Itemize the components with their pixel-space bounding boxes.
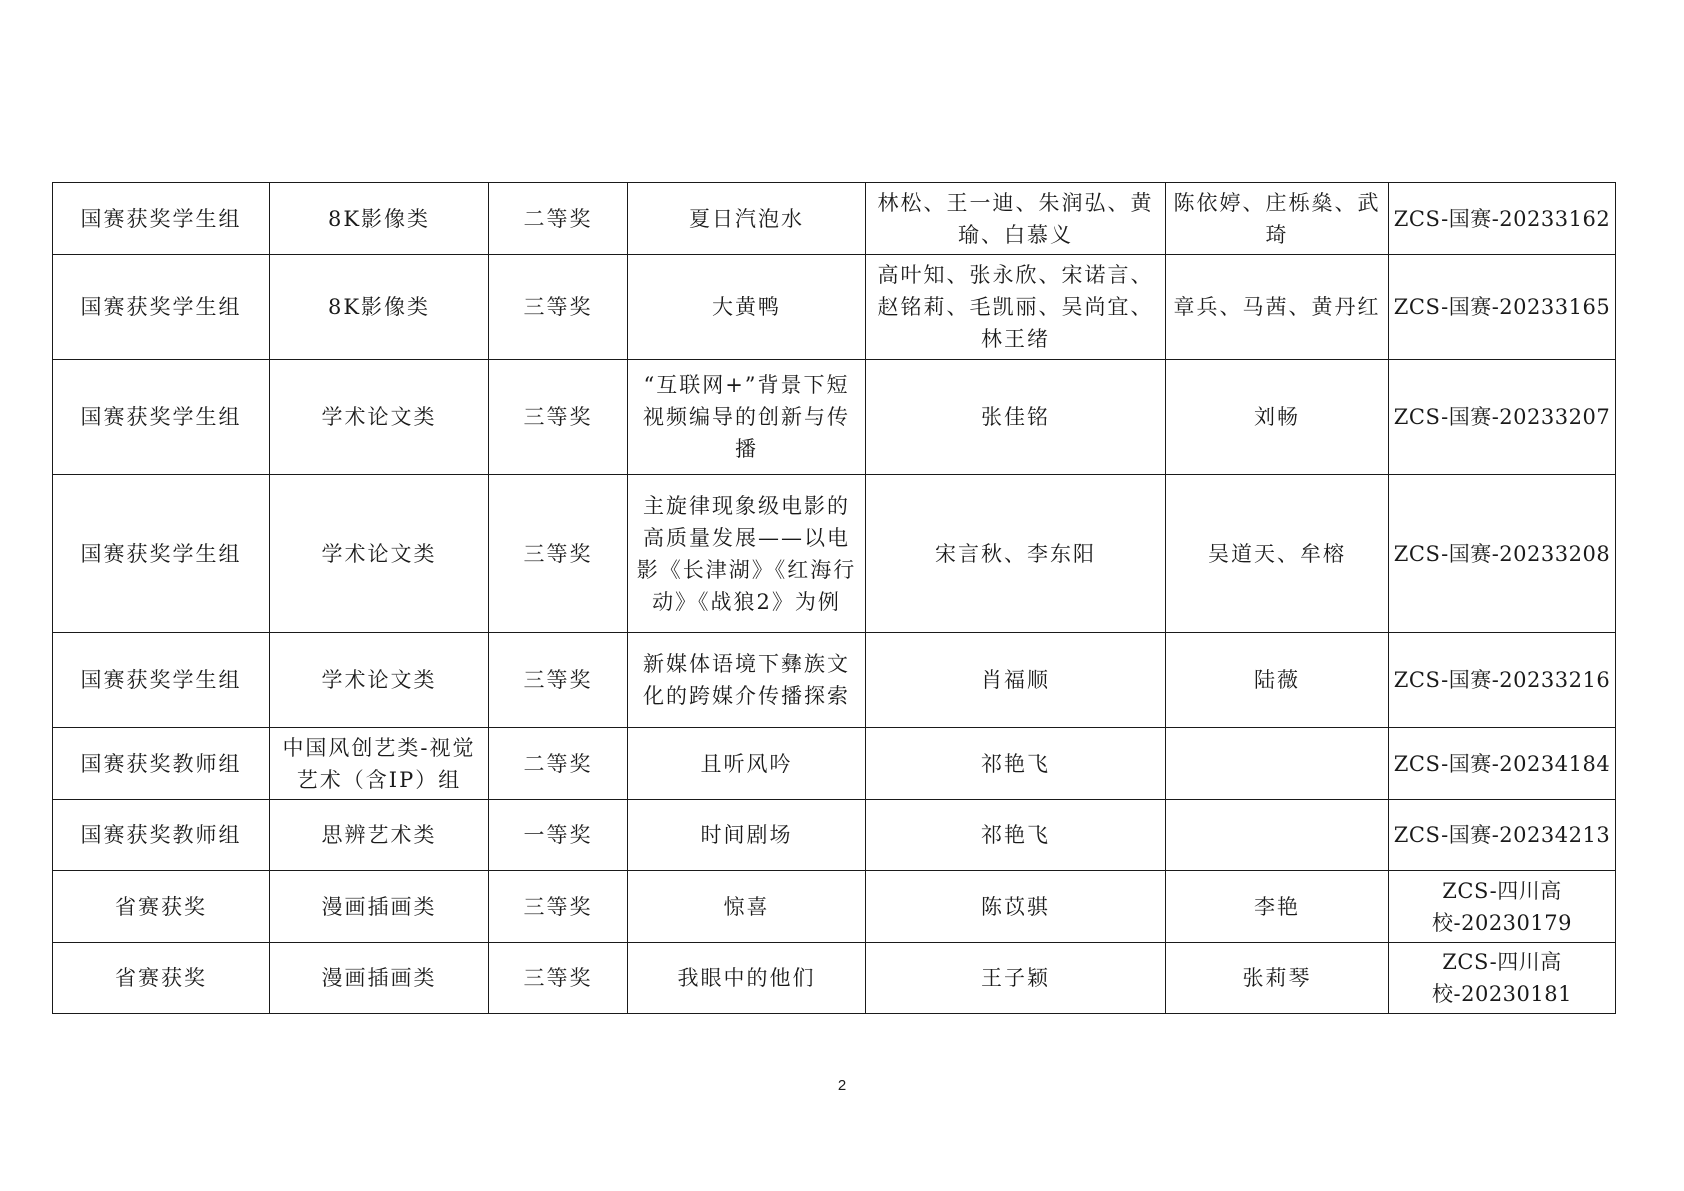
category-cell: 学术论文类	[270, 633, 489, 728]
table-row	[53, 360, 1616, 475]
award-cell: 三等奖	[489, 475, 628, 633]
advisors-cell: 刘畅	[1166, 360, 1389, 475]
authors-cell: 林松、王一迪、朱润弘、黄瑜、白慕义	[866, 183, 1166, 255]
work-title-cell: 夏日汽泡水	[628, 183, 866, 255]
authors-cell: 肖福顺	[866, 633, 1166, 728]
group-cell: 省赛获奖	[53, 871, 270, 943]
advisors-cell: 章兵、马茜、黄丹红	[1166, 255, 1389, 360]
code-cell: ZCS-国赛-20234213	[1389, 800, 1616, 871]
award-cell: 一等奖	[489, 800, 628, 871]
group-cell: 国赛获奖教师组	[53, 800, 270, 871]
code-cell: ZCS-国赛-20234184	[1389, 728, 1616, 800]
table-row	[53, 871, 1616, 943]
code-cell: ZCS-国赛-20233162	[1389, 183, 1616, 255]
code-cell: ZCS-国赛-20233216	[1389, 633, 1616, 728]
page-number: 2	[837, 1077, 847, 1094]
award-cell: 三等奖	[489, 633, 628, 728]
code-cell: ZCS-国赛-20233208	[1389, 475, 1616, 633]
code-cell: ZCS-国赛-20233207	[1389, 360, 1616, 475]
award-table	[52, 182, 1616, 1014]
authors-cell: 王子颖	[866, 943, 1166, 1014]
category-cell: 8K影像类	[270, 255, 489, 360]
advisors-cell: 李艳	[1166, 871, 1389, 943]
authors-cell: 祁艳飞	[866, 800, 1166, 871]
category-cell: 8K影像类	[270, 183, 489, 255]
category-cell: 思辨艺术类	[270, 800, 489, 871]
table-row	[53, 255, 1616, 360]
table-row	[53, 633, 1616, 728]
authors-cell: 宋言秋、李东阳	[866, 475, 1166, 633]
table-row	[53, 475, 1616, 633]
category-cell: 学术论文类	[270, 475, 489, 633]
work-title-cell: 主旋律现象级电影的高质量发展——以电影《长津湖》《红海行动》《战狼2》为例	[628, 475, 866, 633]
group-cell: 国赛获奖学生组	[53, 360, 270, 475]
authors-cell: 高叶知、张永欣、宋诺言、赵铭莉、毛凯丽、吴尚宜、林王绪	[866, 255, 1166, 360]
award-cell: 三等奖	[489, 943, 628, 1014]
advisors-cell: 陆薇	[1166, 633, 1389, 728]
table-row	[53, 800, 1616, 871]
work-title-cell: 我眼中的他们	[628, 943, 866, 1014]
group-cell: 省赛获奖	[53, 943, 270, 1014]
work-title-cell: 且听风吟	[628, 728, 866, 800]
table-row	[53, 183, 1616, 255]
advisors-cell	[1166, 728, 1389, 800]
award-cell: 三等奖	[489, 360, 628, 475]
group-cell: 国赛获奖教师组	[53, 728, 270, 800]
work-title-cell: 时间剧场	[628, 800, 866, 871]
award-cell: 二等奖	[489, 728, 628, 800]
award-cell: 三等奖	[489, 871, 628, 943]
advisors-cell: 陈依婷、庄栎燊、武琦	[1166, 183, 1389, 255]
group-cell: 国赛获奖学生组	[53, 475, 270, 633]
group-cell: 国赛获奖学生组	[53, 255, 270, 360]
advisors-cell: 吴道天、牟榕	[1166, 475, 1389, 633]
group-cell: 国赛获奖学生组	[53, 183, 270, 255]
advisors-cell: 张莉琴	[1166, 943, 1389, 1014]
table-row	[53, 728, 1616, 800]
category-cell: 漫画插画类	[270, 871, 489, 943]
group-cell: 国赛获奖学生组	[53, 633, 270, 728]
work-title-cell: 惊喜	[628, 871, 866, 943]
work-title-cell: 大黄鸭	[628, 255, 866, 360]
authors-cell: 祁艳飞	[866, 728, 1166, 800]
award-cell: 三等奖	[489, 255, 628, 360]
award-cell: 二等奖	[489, 183, 628, 255]
category-cell: 学术论文类	[270, 360, 489, 475]
code-cell: ZCS-四川高校-20230179	[1389, 871, 1616, 943]
work-title-cell: “互联网+”背景下短视频编导的创新与传播	[628, 360, 866, 475]
category-cell: 中国风创艺类-视觉艺术（含IP）组	[270, 728, 489, 800]
advisors-cell	[1166, 800, 1389, 871]
work-title-cell: 新媒体语境下彝族文化的跨媒介传播探索	[628, 633, 866, 728]
category-cell: 漫画插画类	[270, 943, 489, 1014]
code-cell: ZCS-四川高校-20230181	[1389, 943, 1616, 1014]
authors-cell: 陈苡骐	[866, 871, 1166, 943]
code-cell: ZCS-国赛-20233165	[1389, 255, 1616, 360]
table-row	[53, 943, 1616, 1014]
authors-cell: 张佳铭	[866, 360, 1166, 475]
